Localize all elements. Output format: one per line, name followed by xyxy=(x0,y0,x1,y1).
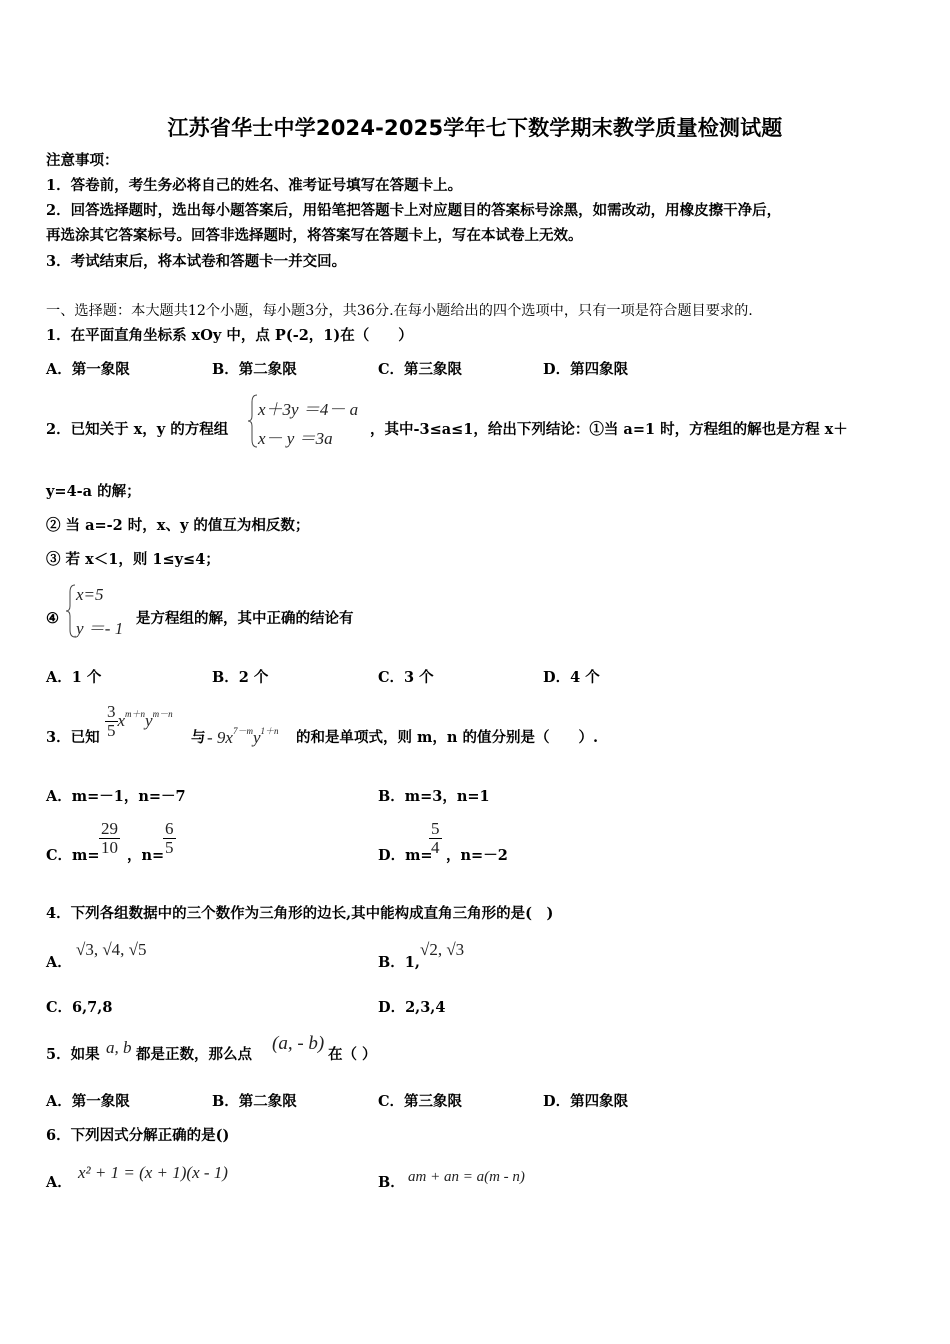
q5-option-d: D．第四象限 xyxy=(543,1093,629,1110)
q1-stem: 1．在平面直角坐标系 xOy 中，点 P(-2，1)在（ ） xyxy=(46,327,413,344)
q2-c4-equation-1: x=5 xyxy=(76,585,104,604)
q4-stem: 4．下列各组数据中的三个数作为三角形的边长,其中能构成直角三角形的是( ) xyxy=(46,905,554,922)
q3-option-a: A．m=－1，n=－7 xyxy=(46,788,186,805)
q3-suffix: 的和是单项式，则 m，n 的值分别是（ ）. xyxy=(296,729,599,746)
q3-option-b: B．m=3，n=1 xyxy=(378,788,490,805)
q2-option-c: C．3 个 xyxy=(378,669,434,686)
notice-heading: 注意事项： xyxy=(46,152,119,169)
q2-option-b: B．2 个 xyxy=(212,669,269,686)
q5-option-a: A．第一象限 xyxy=(46,1093,130,1110)
q2-suffix: ，其中-3≤a≤1，给出下列结论：①当 a=1 时，方程组的解也是方程 x＋ xyxy=(370,421,848,438)
q6-stem: 6．下列因式分解正确的是() xyxy=(46,1127,230,1144)
q2-c4-equation-2: y ＝- 1 xyxy=(76,619,124,638)
q3-option-d-suffix: ，n=－2 xyxy=(446,847,508,864)
page-title: 江苏省华士中学2024-2025学年七下数学期末教学质量检测试题 xyxy=(167,116,783,140)
q2-option-d: D．4 个 xyxy=(543,669,600,686)
q3-option-c-mid: ，n= xyxy=(127,847,165,864)
q6-option-a-label: A． xyxy=(46,1174,72,1191)
q1-option-c: C．第三象限 xyxy=(378,361,463,378)
q3-prefix: 3．已知 xyxy=(46,729,100,746)
notice-item-3: 3．考试结束后，将本试卷和答题卡一并交回。 xyxy=(46,253,347,270)
q2-line-2: y=4-a 的解； xyxy=(46,483,141,500)
q5-option-c: C．第三象限 xyxy=(378,1093,463,1110)
q2-conclusion-2: ② 当 a=-2 时，x、y 的值互为相反数； xyxy=(46,517,310,534)
q2-prefix: 2．已知关于 x，y 的方程组 xyxy=(46,421,229,438)
q3-option-c-prefix: C．m= xyxy=(46,847,100,864)
q3-term-1: $\frac{3}{5}$ $x^{m+n}y^{m-n}$ xyxy=(107,702,173,740)
q4-option-c: C．6,7,8 xyxy=(46,999,113,1016)
q4-option-a-math: √3, √4, √5 xyxy=(76,940,147,959)
q6-option-a-math: x² + 1 = (x + 1)(x - 1) xyxy=(78,1163,228,1182)
q4-option-b-math: √2, √3 xyxy=(420,940,465,959)
q6-option-b-math: am + an = a(m - n) xyxy=(408,1169,525,1185)
q5-prefix: 5．如果 xyxy=(46,1046,100,1063)
q3-mid: 与 xyxy=(191,729,206,746)
q5-point: (a, - b) xyxy=(272,1033,325,1054)
q1-option-b: B．第二象限 xyxy=(212,361,297,378)
q5-ab: a, b xyxy=(106,1038,132,1057)
q1-option-d: D．第四象限 xyxy=(543,361,629,378)
q4-option-d: D．2,3,4 xyxy=(378,999,446,1016)
q2-equation-2: x－ y ＝3a xyxy=(258,429,333,448)
q4-option-a-label: A． xyxy=(46,954,72,971)
q3-option-d-fraction: $\frac{5}{4}$ xyxy=(431,819,440,857)
q5-mid: 都是正数，那么点 xyxy=(136,1046,252,1063)
q3-fraction: $\frac{3}{5}$ xyxy=(107,702,116,740)
q2-conclusion-3: ③ 若 x＜1，则 1≤y≤4； xyxy=(46,551,220,568)
q5-option-b: B．第二象限 xyxy=(212,1093,297,1110)
q3-option-c-fraction-1: $\frac{29}{10}$ xyxy=(101,819,118,857)
q2-conclusion-4-text: 是方程组的解，其中正确的结论有 xyxy=(136,610,354,627)
q3-option-d-prefix: D．m= xyxy=(378,847,433,864)
section-heading: 一、选择题：本大题共12个小题，每小题3分，共36分.在每小题给出的四个选项中，只有一项是符合题目要求的. xyxy=(46,303,753,319)
q3-option-c-fraction-2: $\frac{6}{5}$ xyxy=(165,819,174,857)
q6-option-b-label: B． xyxy=(378,1174,405,1191)
notice-item-2b: 再选涂其它答案标号。回答非选择题时，将答案写在答题卡上，写在本试卷上无效。 xyxy=(46,227,583,244)
q4-option-b-label: B．1, xyxy=(378,954,420,971)
q3-term-2: - $9x^{7-m}y^{1+n}$ xyxy=(207,726,279,747)
q2-option-a: A．1 个 xyxy=(46,669,102,686)
q2-conclusion-4-marker: ④ xyxy=(46,610,59,627)
q5-suffix: 在（ ） xyxy=(328,1046,377,1063)
notice-item-2a: 2．回答选择题时，选出每小题答案后，用铅笔把答题卡上对应题目的答案标号涂黑，如需改动，用橡皮擦干净后， xyxy=(46,202,782,219)
notice-item-1: 1．答卷前，考生务必将自己的姓名、准考证号填写在答题卡上。 xyxy=(46,177,463,194)
q1-option-a: A．第一象限 xyxy=(46,361,130,378)
q2-equation-1: x＋3y ＝4－ a xyxy=(258,400,359,419)
